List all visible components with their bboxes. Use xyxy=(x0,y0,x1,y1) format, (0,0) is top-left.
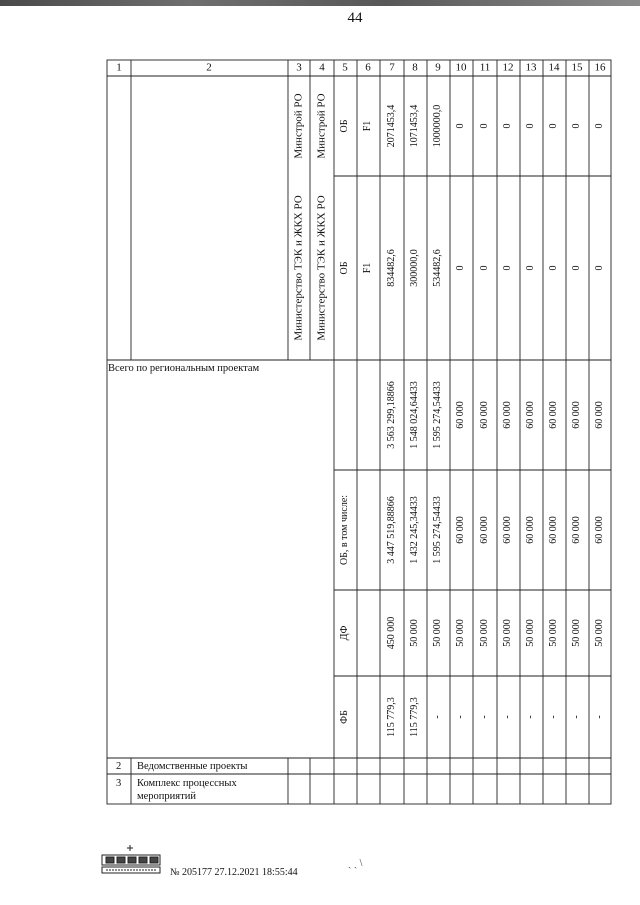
value-cell: 0 xyxy=(479,265,490,271)
total-cell: - xyxy=(571,715,582,719)
total-cell: 60 000 xyxy=(594,401,605,429)
total-cell: 60 000 xyxy=(548,401,559,429)
value-cell: 0 xyxy=(525,123,536,129)
value-cell: 534482,6 xyxy=(432,249,443,287)
total-cell: - xyxy=(548,715,559,719)
total-cell: 60 000 xyxy=(479,401,490,429)
value-cell: 0 xyxy=(479,123,490,129)
stray-marks: ˎ ˏ \ xyxy=(348,858,363,869)
total-cell: 450 000 xyxy=(386,616,397,650)
total-cell: 60 000 xyxy=(571,516,582,544)
total-cell: 50 000 xyxy=(432,619,443,647)
total-cell: - xyxy=(432,715,443,719)
total-cell: 60 000 xyxy=(479,516,490,544)
column-header: 15 xyxy=(571,61,583,74)
total-cell: 60 000 xyxy=(548,516,559,544)
value-cell: 2071453,4 xyxy=(386,104,397,148)
value-cell: 0 xyxy=(548,265,559,271)
column-header: 7 xyxy=(389,61,395,74)
total-cell: 60 000 xyxy=(594,516,605,544)
total-cell: - xyxy=(525,715,536,719)
row-label: ФБ xyxy=(339,710,350,724)
ministry-tek-label: Министерство ТЭК и ЖКХ РО xyxy=(292,195,305,341)
total-cell: 1 595 274,54433 xyxy=(432,496,443,564)
section-label: Комплекс процессных мероприятий xyxy=(137,778,237,803)
total-cell: 60 000 xyxy=(502,516,513,544)
total-cell: 60 000 xyxy=(525,516,536,544)
section-number: 3 xyxy=(116,778,122,789)
value-cell: 0 xyxy=(594,123,605,129)
emblem-stamp-icon xyxy=(100,843,164,877)
value-cell: 0 xyxy=(548,123,559,129)
total-cell: 3 563 299,18866 xyxy=(386,381,397,449)
code-cell: F1 xyxy=(362,120,373,132)
column-header: 1 xyxy=(116,61,122,74)
total-cell: 60 000 xyxy=(455,516,466,544)
total-cell: 60 000 xyxy=(455,401,466,429)
total-cell: - xyxy=(502,715,513,719)
value-cell: 0 xyxy=(571,123,582,129)
value-cell: 0 xyxy=(571,265,582,271)
column-header: 14 xyxy=(548,61,560,74)
row-label: ДФ xyxy=(339,625,350,641)
column-header: 2 xyxy=(206,61,212,74)
column-header: 5 xyxy=(342,61,348,74)
value-cell: 0 xyxy=(502,123,513,129)
total-cell: 50 000 xyxy=(502,619,513,647)
column-header: 13 xyxy=(525,61,537,74)
column-header: 9 xyxy=(435,61,441,74)
value-cell: 0 xyxy=(455,265,466,271)
column-header: 11 xyxy=(479,61,491,74)
total-cell: 50 000 xyxy=(525,619,536,647)
total-cell: 50 000 xyxy=(571,619,582,647)
total-cell: - xyxy=(479,715,490,719)
value-cell: 0 xyxy=(455,123,466,129)
total-cell: 1 432 245,34433 xyxy=(409,496,420,564)
column-header: 10 xyxy=(455,61,467,74)
total-cell: 115 779,3 xyxy=(386,697,397,737)
total-cell: 50 000 xyxy=(594,619,605,647)
total-cell: 115 779,3 xyxy=(409,697,420,737)
page-number: 44 xyxy=(347,10,363,26)
total-cell: 60 000 xyxy=(525,401,536,429)
column-header: 6 xyxy=(365,61,371,74)
column-header: 3 xyxy=(296,61,302,74)
value-cell: 1071453,4 xyxy=(409,104,420,148)
budget-cell: ОБ xyxy=(339,261,350,275)
value-cell: 0 xyxy=(502,265,513,271)
total-cell: 50 000 xyxy=(479,619,490,647)
registration-stamp: № 205177 27.12.2021 18:55:44 xyxy=(170,867,298,878)
value-cell: 1000000,0 xyxy=(432,104,443,148)
column-header: 12 xyxy=(502,61,514,74)
value-cell: 300000,0 xyxy=(409,249,420,287)
column-header: 16 xyxy=(594,61,606,74)
row-label: ОБ, в том числе: xyxy=(339,494,350,566)
total-cell: 60 000 xyxy=(571,401,582,429)
ministry-stroy-label: Минстрой РО xyxy=(292,93,305,159)
total-cell: 50 000 xyxy=(455,619,466,647)
total-cell: 50 000 xyxy=(548,619,559,647)
total-cell: 1 595 274,54433 xyxy=(432,381,443,449)
ministry-stroy-label: Минстрой РО xyxy=(315,93,328,159)
value-cell: 0 xyxy=(525,265,536,271)
column-header: 4 xyxy=(319,61,325,74)
column-header: 8 xyxy=(412,61,418,74)
total-cell: 1 548 024,64433 xyxy=(409,381,420,449)
total-cell: 50 000 xyxy=(409,619,420,647)
budget-cell: ОБ xyxy=(339,119,350,133)
value-cell: 834482,6 xyxy=(386,249,397,287)
section-label: Ведомственные проекты xyxy=(137,761,248,772)
value-cell: 0 xyxy=(594,265,605,271)
ministry-tek-label: Министерство ТЭК и ЖКХ РО xyxy=(315,195,328,341)
code-cell: F1 xyxy=(362,262,373,274)
total-cell: 3 447 519,88866 xyxy=(386,496,397,564)
section-number: 2 xyxy=(116,761,122,772)
total-cell: 60 000 xyxy=(502,401,513,429)
totals-label: Всего по региональным проектам xyxy=(108,363,260,374)
total-cell: - xyxy=(455,715,466,719)
total-cell: - xyxy=(594,715,605,719)
